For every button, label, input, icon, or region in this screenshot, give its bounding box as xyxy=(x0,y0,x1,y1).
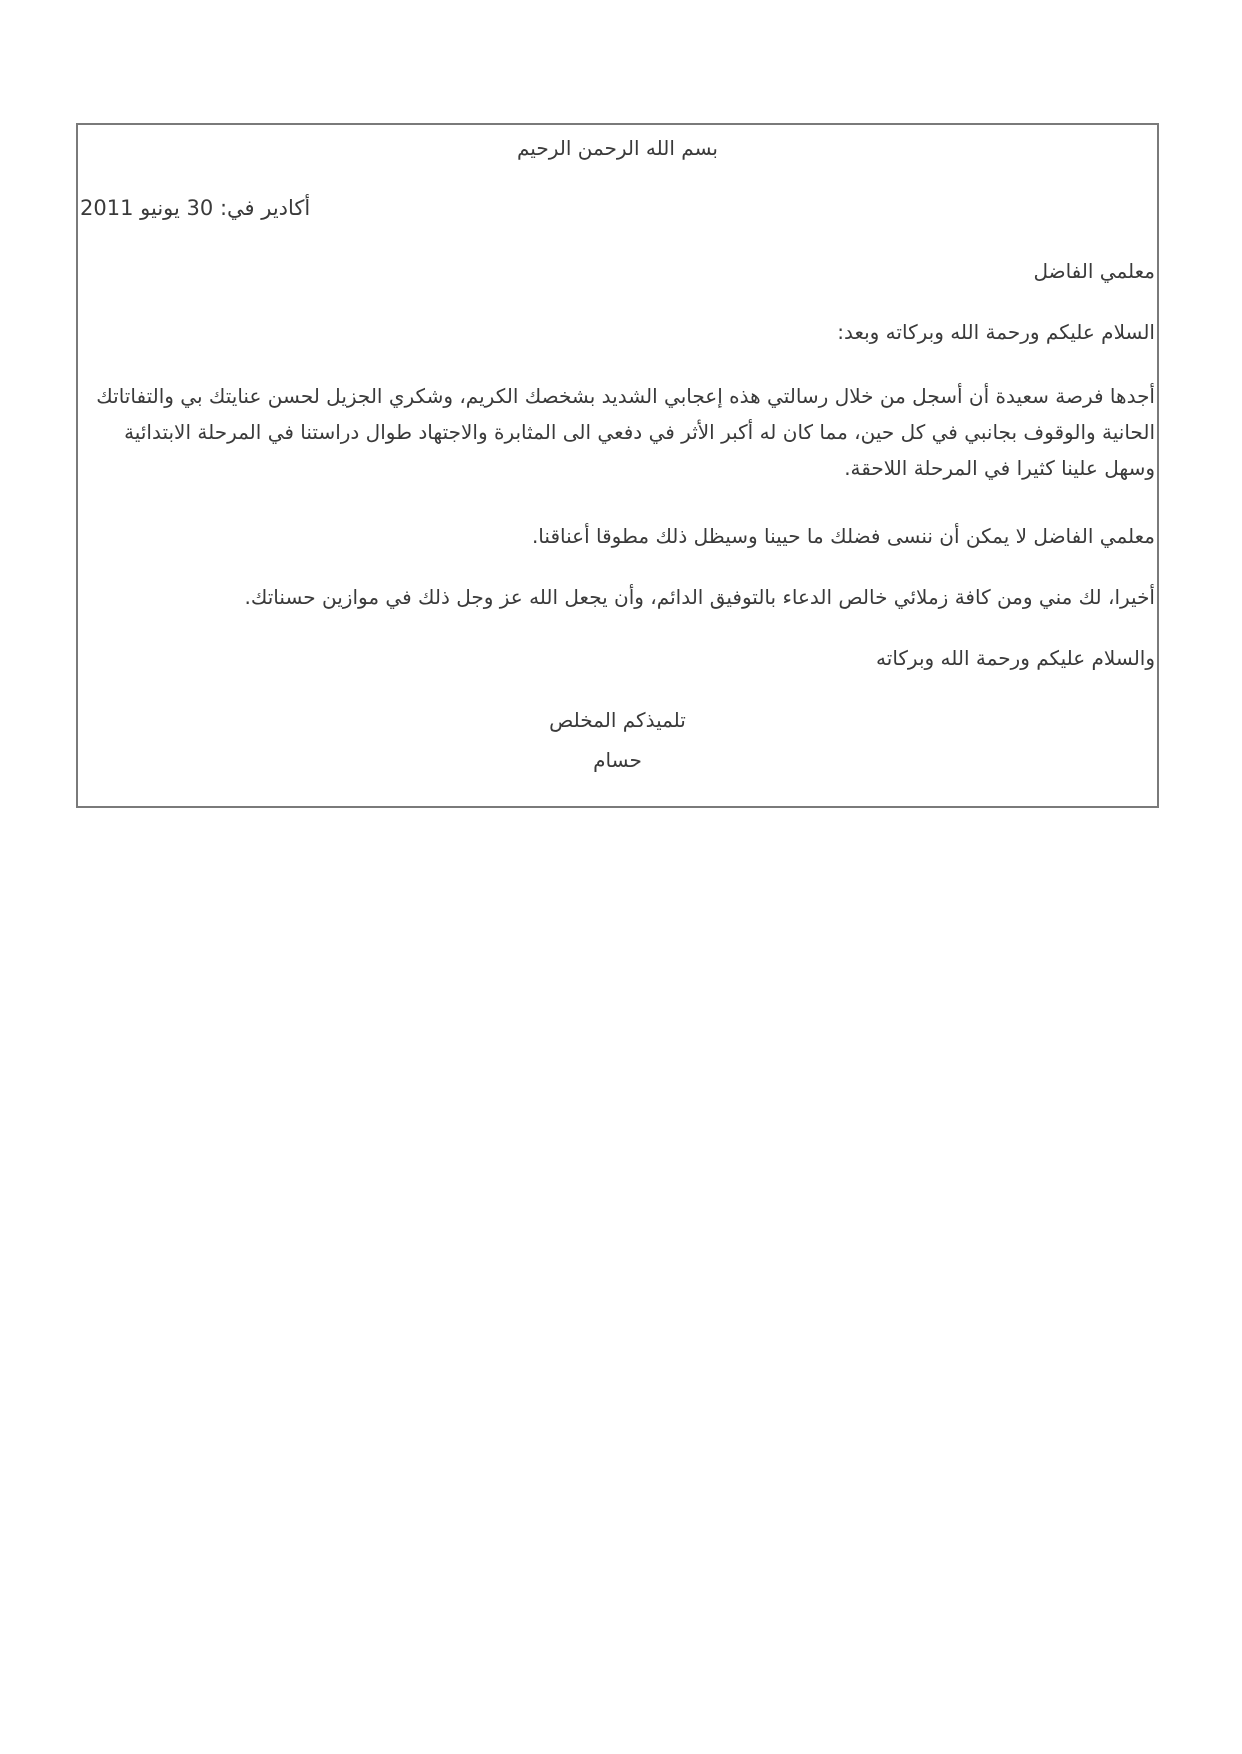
body-paragraph-1: أجدها فرصة سعيدة أن أسجل من خلال رسالتي هذه إعجابي الشديد بشخصك الكريم، وشكري الجزيل لحسن عنايتك بي والتفاتاتك الحانية والوقوف بجانبي في كل حين، مما كان له أكبر الأثر في دفعي الى المثابرة والاجتهاد طوال دراستنا في المرحلة الابتدائية وسهل علينا كثيرا في المرحلة اللاحقة. xyxy=(96,384,1155,480)
salutation: معلمي الفاضل xyxy=(1033,259,1155,283)
sign-off: تلميذكم المخلص xyxy=(549,708,686,732)
basmala-heading: بسم الله الرحمن الرحيم xyxy=(516,136,718,160)
greeting: السلام عليكم ورحمة الله وبركاته وبعد: xyxy=(837,320,1155,344)
body-paragraph-3: أخيرا، لك مني ومن كافة زملائي خالص الدعاء بالتوفيق الدائم، وأن يجعل الله عز وجل ذلك في موازين حسناتك. xyxy=(244,585,1155,609)
letter-frame xyxy=(76,123,1159,808)
closing-greeting: والسلام عليكم ورحمة الله وبركاته xyxy=(876,646,1155,670)
body-paragraph-2: معلمي الفاضل لا يمكن أن ننسى فضلك ما حيينا وسيظل ذلك مطوقا أعناقنا. xyxy=(531,524,1155,548)
signature-name: حسام xyxy=(593,748,642,772)
letter-date: أكادير في: 30 يونيو 2011 xyxy=(80,196,311,220)
